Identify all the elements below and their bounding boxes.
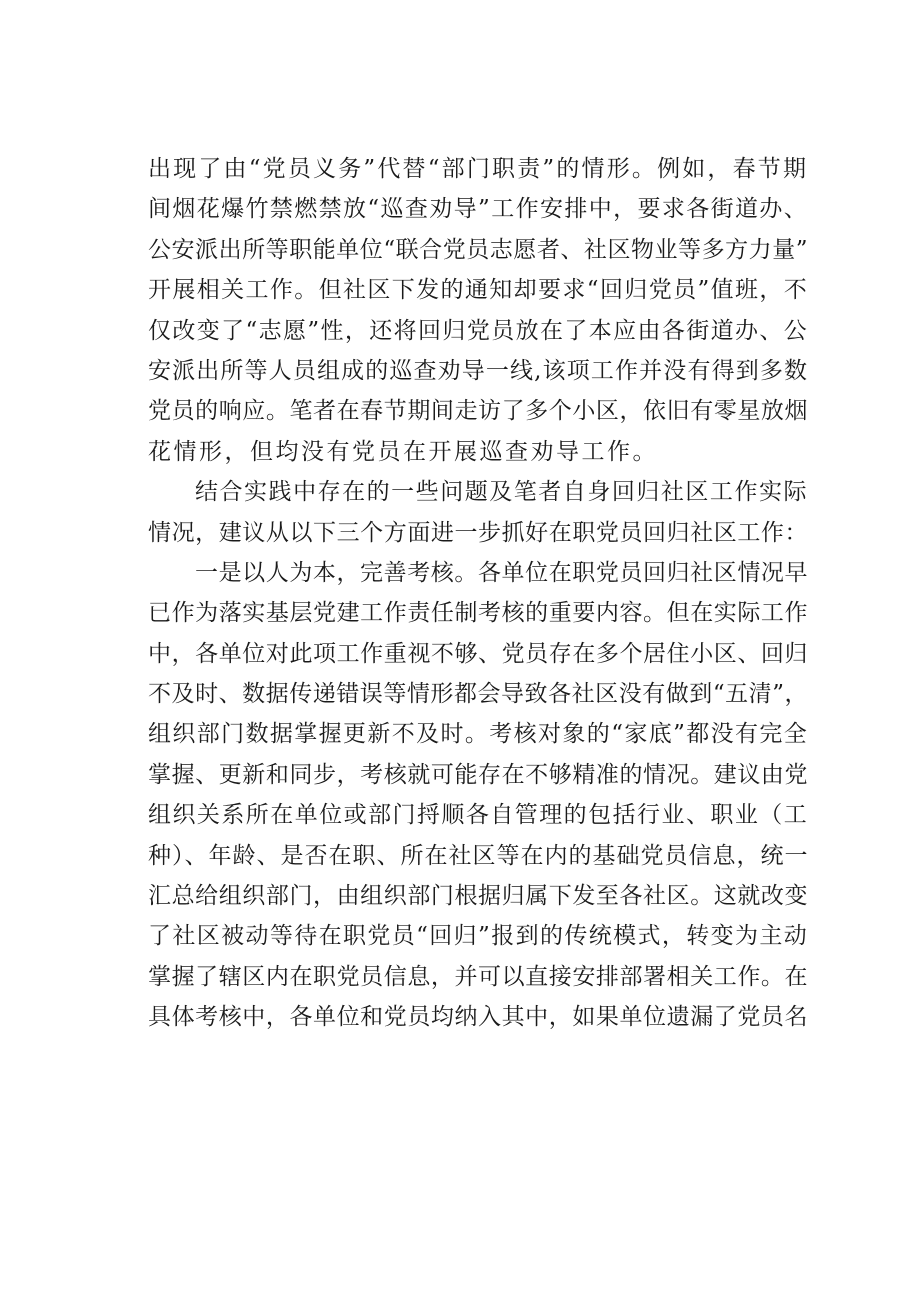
- text-line: 开展相关工作。但社区下发的通知却要求“回归党员”值班，不: [148, 277, 808, 304]
- text-line: 结合实践中存在的一些问题及笔者自身回归社区工作实际: [195, 479, 808, 506]
- text-line: 安派出所等人员组成的巡查劝导一线,该项工作并没有得到多数: [148, 357, 808, 384]
- text-line: 党员的响应。笔者在春节期间走访了多个小区，依旧有零星放烟: [148, 398, 808, 425]
- text-line: 汇总给组织部门，由组织部门根据归属下发至各社区。这就改变: [148, 883, 808, 910]
- text-line: 间烟花爆竹禁燃禁放“巡查劝导”工作安排中，要求各街道办、: [148, 196, 808, 223]
- text-line: 公安派出所等职能单位“联合党员志愿者、社区物业等多方力量”: [148, 236, 808, 263]
- text-line: 中，各单位对此项工作重视不够、党员存在多个居住小区、回归: [148, 640, 808, 667]
- text-line: 掌握了辖区内在职党员信息，并可以直接安排部署相关工作。在: [148, 963, 808, 990]
- text-line: 仅改变了“志愿”性，还将回归党员放在了本应由各街道办、公: [148, 317, 808, 344]
- text-line: 种）、年龄、是否在职、所在社区等在内的基础党员信息，统一: [148, 842, 808, 869]
- text-line: 已作为落实基层党建工作责任制考核的重要内容。但在实际工作: [148, 600, 808, 627]
- text-line: 组织关系所在单位或部门捋顺各自管理的包括行业、职业（工: [148, 802, 808, 829]
- text-line: 情况，建议从以下三个方面进一步抓好在职党员回归社区工作：: [148, 519, 808, 546]
- document-body: [148, 149, 808, 1038]
- text-line: 组织部门数据掌握更新不及时。考核对象的“家底”都没有完全: [148, 721, 808, 748]
- text-line: 不及时、数据传递错误等情形都会导致各社区没有做到“五清”，: [148, 681, 808, 708]
- text-line: 具体考核中，各单位和党员均纳入其中，如果单位遗漏了党员名: [148, 1004, 808, 1031]
- text-line: 花情形，但均没有党员在开展巡查劝导工作。: [148, 438, 658, 465]
- text-line: 了社区被动等待在职党员“回归”报到的传统模式，转变为主动: [148, 923, 808, 950]
- text-line: 一是以人为本，完善考核。各单位在职党员回归社区情况早: [195, 559, 808, 586]
- text-line: 掌握、更新和同步，考核就可能存在不够精准的情况。建议由党: [148, 761, 808, 788]
- text-line: 出现了由“党员义务”代替“部门职责”的情形。例如，春节期: [148, 156, 808, 182]
